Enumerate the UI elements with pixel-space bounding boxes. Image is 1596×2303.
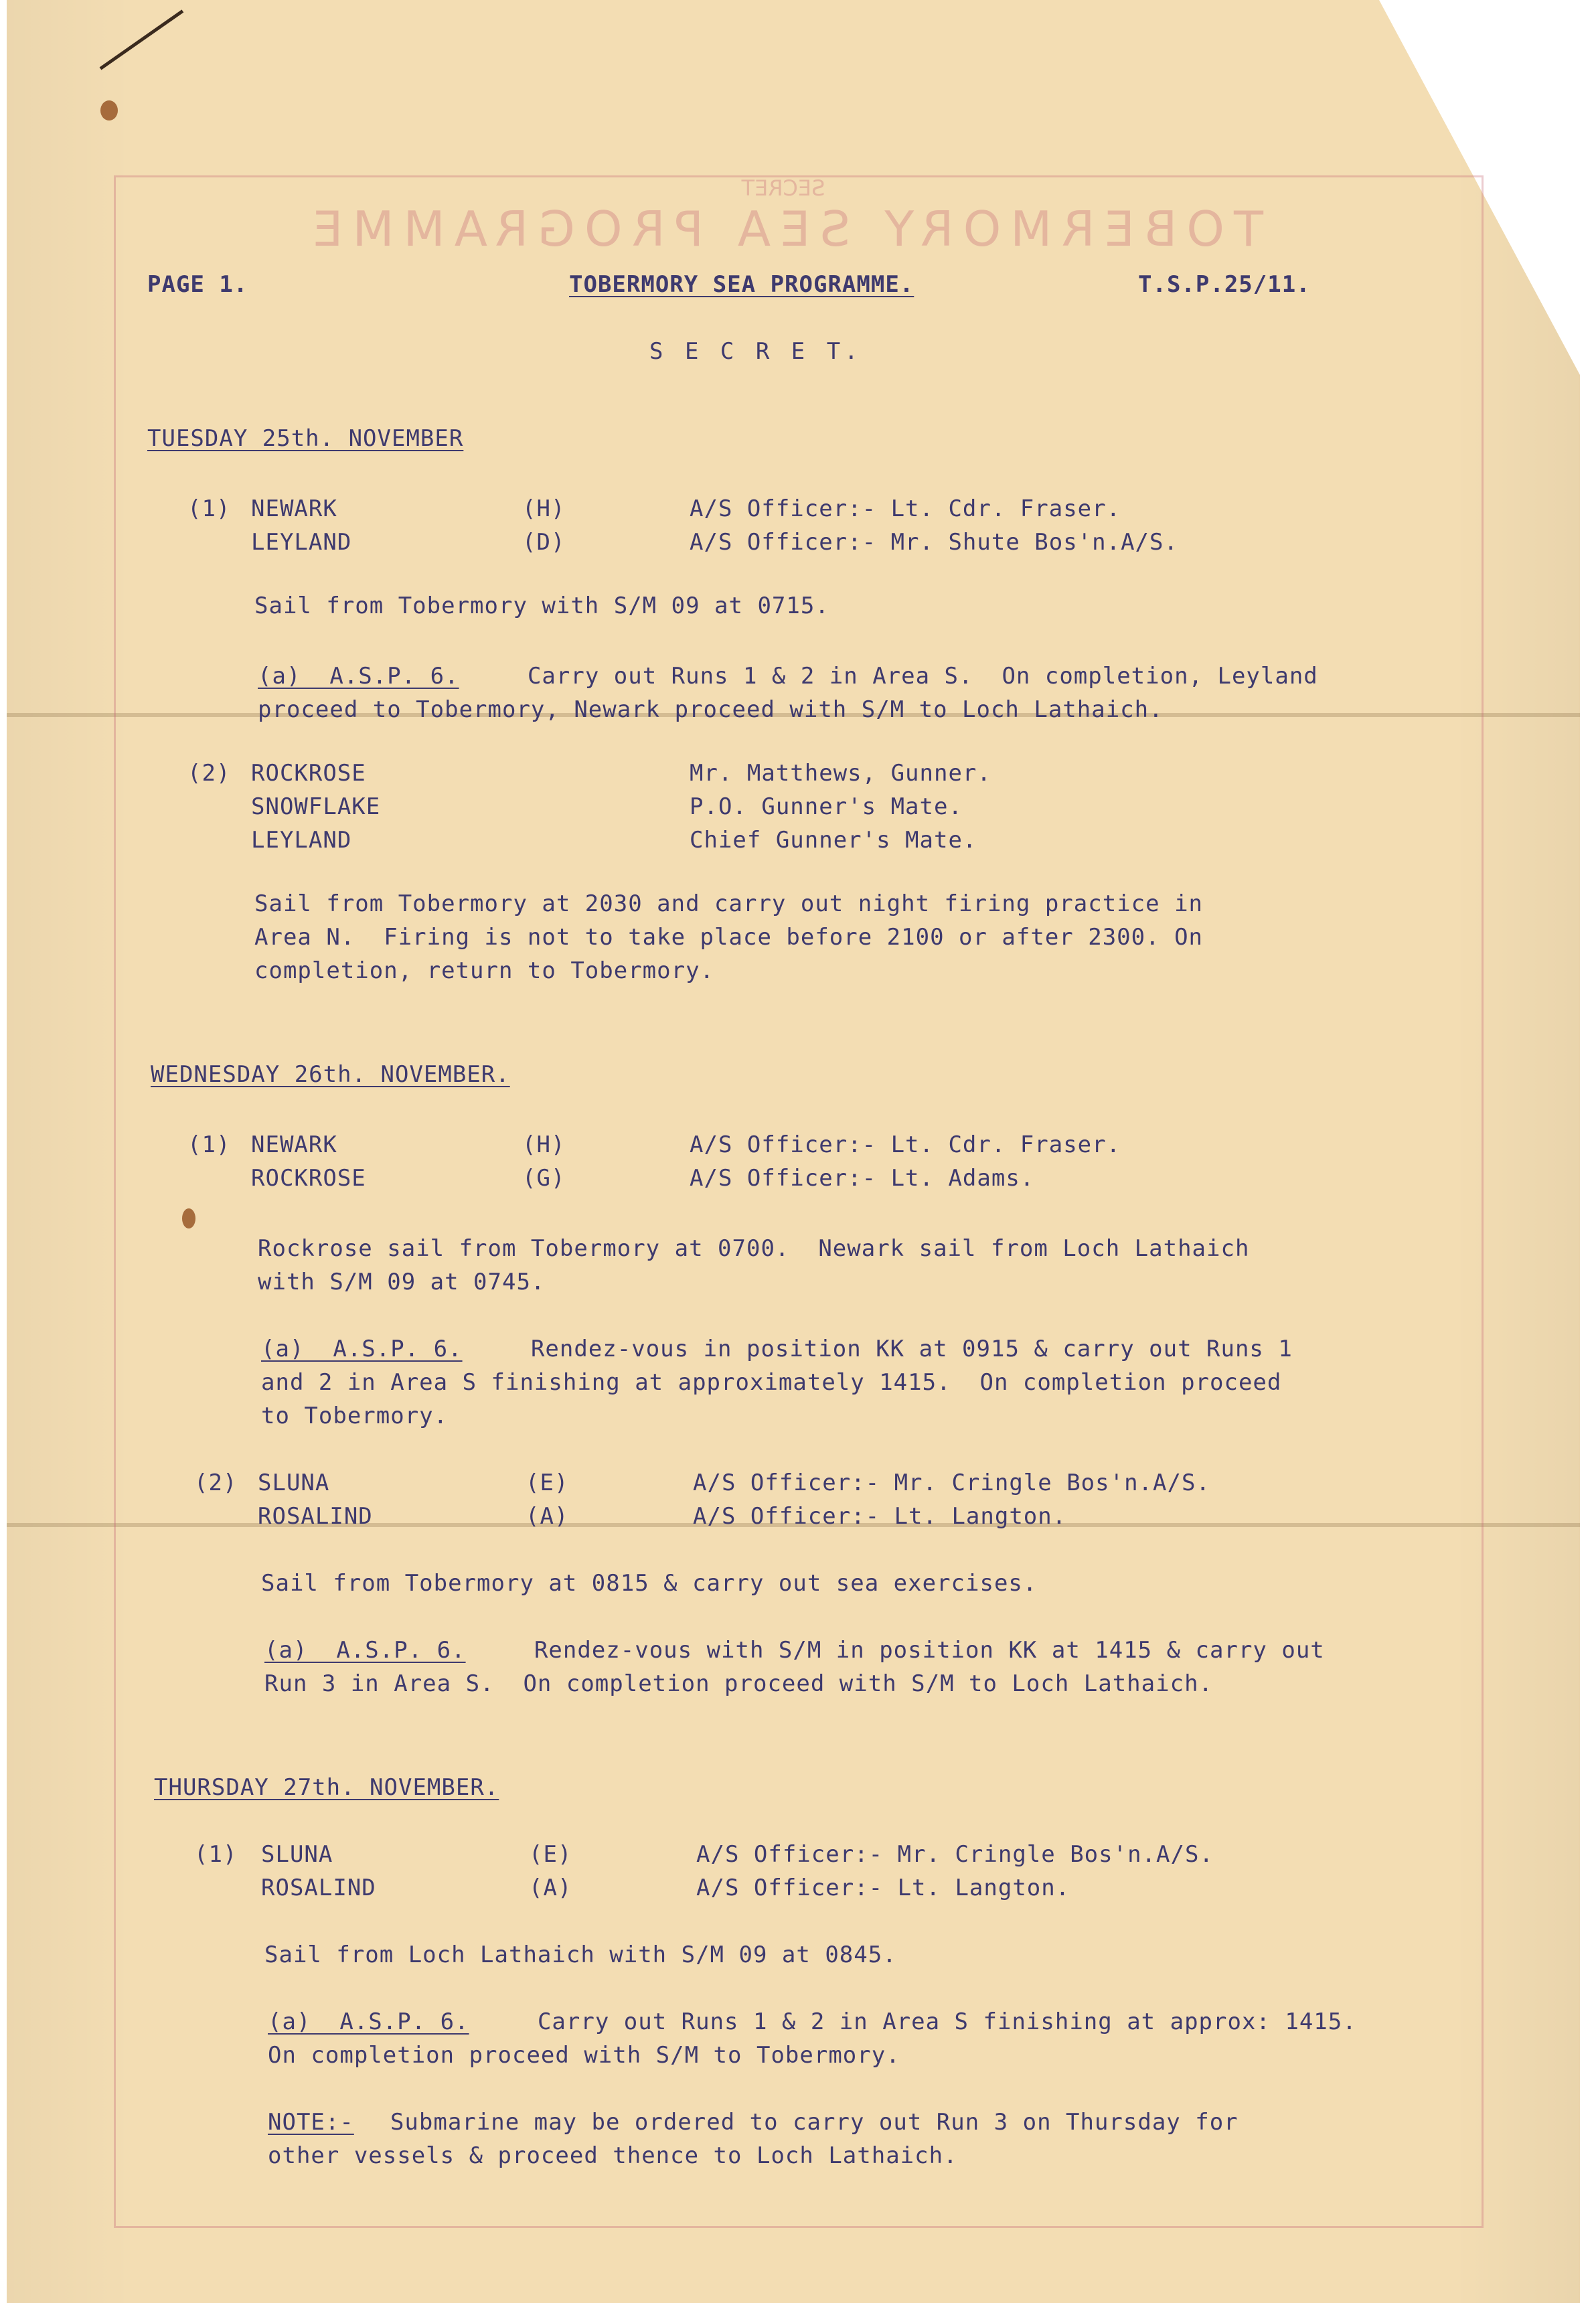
ship-group: (E) (526, 1470, 569, 1496)
serial-number: (2) (187, 760, 231, 787)
form-title-mark: TOBERMORY SEA PROGRAMME (303, 201, 1263, 257)
ship-name: SLUNA (258, 1470, 330, 1496)
ship-name: NEWARK (251, 495, 337, 522)
officer: A/S Officer:- Mr. Cringle Bos'n.A/S. (693, 1470, 1210, 1496)
officer: A/S Officer:- Lt. Langton. (693, 1503, 1067, 1530)
paper-sheet (7, 0, 1580, 2303)
form-frame (114, 175, 1484, 2228)
ship-name: SNOWFLAKE (251, 793, 381, 820)
note-label: NOTE:- (268, 2109, 354, 2136)
sailing-order: with S/M 09 at 0745. (258, 1269, 546, 1295)
exercise-text: to Tobermory. (261, 1403, 449, 1429)
exercise-text: Carry out Runs 1 & 2 in Area S. On completion, Leyland (499, 663, 1318, 690)
exercise-label: (a) A.S.P. 6. (258, 663, 459, 690)
classification: S E C R E T. (649, 338, 862, 365)
sailing-order: Sail from Tobermory at 0815 & carry out sea exercises. (261, 1570, 1038, 1597)
officer: A/S Officer:- Lt. Adams. (690, 1165, 1035, 1192)
rust-stain (100, 100, 118, 121)
note-text: Submarine may be ordered to carry out Run 3 on Thursday for (362, 2109, 1239, 2136)
exercise-text: Run 3 in Area S. On completion proceed with S/M to Loch Lathaich. (264, 1670, 1214, 1697)
exercise-text: and 2 in Area S finishing at approximately 1415. On completion proceed (261, 1369, 1282, 1396)
exercise-text: Carry out Runs 1 & 2 in Area S finishing at approx: 1415. (509, 2008, 1357, 2035)
order-text: completion, return to Tobermory. (254, 957, 715, 984)
sailing-order: Sail from Loch Lathaich with S/M 09 at 0845. (264, 1941, 897, 1968)
sailing-order: Rockrose sail from Tobermory at 0700. Newark sail from Loch Lathaich (258, 1235, 1250, 1262)
ship-name: LEYLAND (251, 529, 352, 556)
serial-number: (1) (194, 1841, 238, 1868)
officer: A/S Officer:- Lt. Cdr. Fraser. (690, 1131, 1121, 1158)
serial-number: (1) (187, 495, 231, 522)
staple-mark (100, 9, 184, 70)
exercise-text: Rendez-vous in position KK at 0915 & carry out Runs 1 (502, 1336, 1293, 1362)
sailing-order: Sail from Tobermory with S/M 09 at 0715. (254, 592, 829, 619)
order-text: Area N. Firing is not to take place before 2100 or after 2300. On (254, 924, 1204, 951)
ship-group: (D) (522, 529, 566, 556)
serial-number: (2) (194, 1470, 238, 1496)
exercise-label: (a) A.S.P. 6. (261, 1336, 463, 1362)
day-heading-thursday: THURSDAY 27th. NOVEMBER. (154, 1774, 499, 1801)
exercise-label: (a) A.S.P. 6. (268, 2008, 469, 2035)
ship-name: ROCKROSE (251, 1165, 366, 1192)
order-text: Sail from Tobermory at 2030 and carry out night firing practice in (254, 890, 1204, 917)
document-title: TOBERMORY SEA PROGRAMME. (569, 271, 914, 298)
officer: Chief Gunner's Mate. (690, 827, 977, 854)
day-heading-tuesday: TUESDAY 25th. NOVEMBER (147, 425, 464, 452)
ship-name: ROCKROSE (251, 760, 366, 787)
page-number: PAGE 1. (147, 271, 248, 298)
officer: P.O. Gunner's Mate. (690, 793, 963, 820)
ship-name: NEWARK (251, 1131, 337, 1158)
form-secret-mark: SECRET (741, 175, 825, 201)
ship-group: (H) (522, 1131, 566, 1158)
ship-group: (G) (522, 1165, 566, 1192)
officer: A/S Officer:- Lt. Langton. (696, 1875, 1070, 1901)
exercise-text: proceed to Tobermory, Newark proceed with S/M to Loch Lathaich. (258, 696, 1164, 723)
day-heading-wednesday: WEDNESDAY 26th. NOVEMBER. (151, 1061, 510, 1088)
exercise-text: Rendez-vous with S/M in position KK at 1415 & carry out (505, 1637, 1325, 1664)
note-text: other vessels & proceed thence to Loch Lathaich. (268, 2142, 958, 2169)
ship-name: ROSALIND (258, 1503, 373, 1530)
exercise-label: (a) A.S.P. 6. (264, 1637, 466, 1664)
ship-group: (A) (526, 1503, 569, 1530)
officer: A/S Officer:- Mr. Cringle Bos'n.A/S. (696, 1841, 1214, 1868)
officer: Mr. Matthews, Gunner. (690, 760, 991, 787)
ship-name: ROSALIND (261, 1875, 376, 1901)
ship-group: (E) (529, 1841, 572, 1868)
ship-group: (H) (522, 495, 566, 522)
exercise-text: On completion proceed with S/M to Tobermory. (268, 2042, 900, 2069)
officer: A/S Officer:- Lt. Cdr. Fraser. (690, 495, 1121, 522)
ship-name: LEYLAND (251, 827, 352, 854)
ship-name: SLUNA (261, 1841, 333, 1868)
ship-group: (A) (529, 1875, 572, 1901)
officer: A/S Officer:- Mr. Shute Bos'n.A/S. (690, 529, 1178, 556)
document-reference: T.S.P.25/11. (1138, 271, 1311, 298)
serial-number: (1) (187, 1131, 231, 1158)
